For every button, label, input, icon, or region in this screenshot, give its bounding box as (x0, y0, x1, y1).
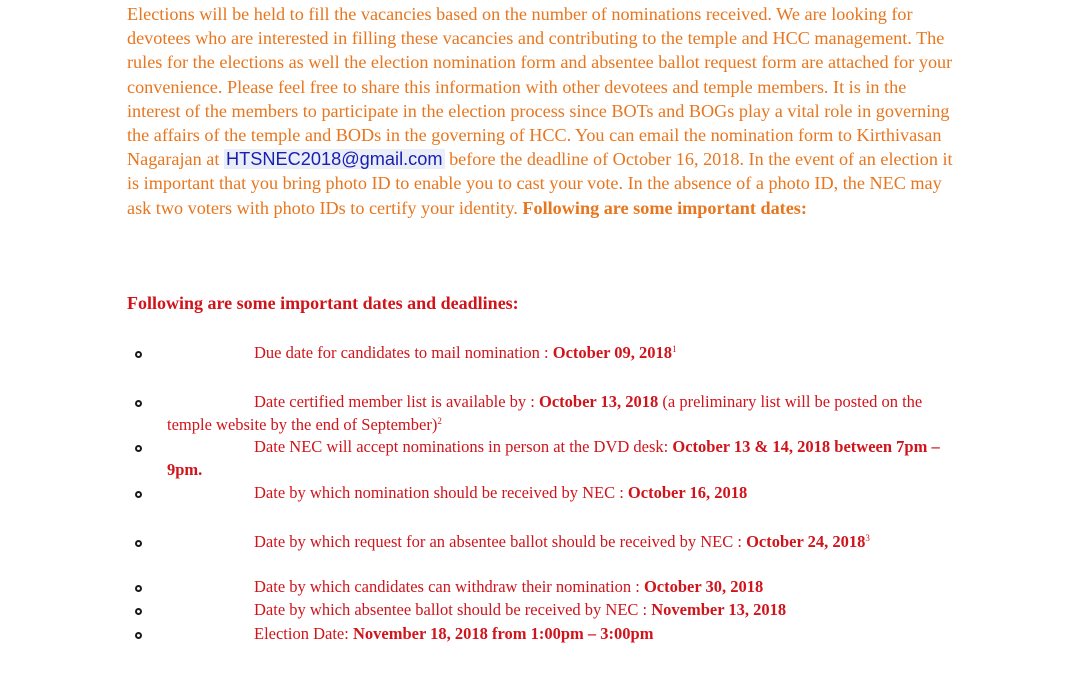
list-item-date: October 13, 2018 (538, 392, 659, 411)
email-link[interactable]: HTSNEC2018@gmail.com (225, 149, 443, 170)
list-item-text: Date by which candidates can withdraw their nomination : October 30, 2018 (254, 577, 764, 596)
bullet-icon (135, 608, 142, 615)
list-item-text: Date NEC will accept nominations in person at the DVD desk: October 13 & 14, 2018 between 7pm – 9pm. (167, 437, 940, 479)
list-item-date: October 24, 2018 (746, 532, 866, 551)
list-item-text: Date by which absentee ballot should be received by NEC : November 13, 2018 (254, 600, 787, 619)
dates-heading: Following are some important dates and deadlines: (127, 293, 519, 313)
footnote-ref: 1 (672, 344, 677, 354)
footnote-ref: 2 (437, 415, 442, 426)
bullet-icon (135, 632, 142, 639)
truncated-next-line (127, 669, 957, 675)
bullet-icon (135, 400, 142, 407)
bullet-icon (135, 540, 142, 547)
list-item-date: November 13, 2018 (651, 600, 787, 619)
bullet-icon (135, 491, 142, 498)
intro-text-after-email: before the deadline of October 16, 2018. In the event of an election it is important that you bring photo ID to enable you to cast your vote. In the absence of a photo ID, the NEC may ask two voters with photo IDs to certify your identity. (127, 149, 953, 218)
list-item-date: October 09, 2018 (552, 343, 673, 362)
bullet-icon (135, 585, 142, 592)
list-item-text: Date certified member list is available by : October 13, 2018 (a preliminary list will be posted on the temple website by the end of September)$^2$ (167, 392, 923, 434)
list-item-text: Date by which nomination should be received by NEC : October 16, 2018 (254, 483, 748, 502)
intro-text-before-email: Elections will be held to fill the vacancies based on the number of nominations received. We are looking for devotees who are interested in filling these vacancies and contributing to the temple and HCC management. The rules for the elections as well the election nomination form and absentee ballot request form are attached for your convenience. Please feel free to share this information with other devotees and temple members. It is in the interest of the members to participate in the election process since BOTs and BOGs play a vital role in governing the affairs of the temple and BODs in the governing of HCC. You can email the nomination form to Kirthivasan Nagarajan at (127, 4, 953, 170)
intro-paragraph (127, 2, 957, 220)
list-item-text: Election Date: November 18, 2018 from 1:00pm – 3:00pm (254, 624, 654, 643)
bullet-icon (135, 445, 142, 452)
footnote-ref: 3 (865, 533, 870, 543)
list-item-date: October 13 & 14, 2018 between 7pm – 9pm. (167, 437, 940, 479)
list-item-date: October 16, 2018 (627, 483, 748, 502)
list-item-date: October 30, 2018 (643, 577, 764, 596)
intro-bold-lead: Following are some important dates: (522, 197, 807, 218)
list-item-date: November 18, 2018 from 1:00pm – 3:00pm (352, 624, 654, 643)
list-item-text: Date by which request for an absentee ballot should be received by NEC : October 24, 2018$^3$ (254, 532, 870, 551)
bullet-icon (135, 351, 142, 358)
list-item-text: Due date for candidates to mail nomination : October 09, 2018$^1$ (254, 343, 677, 362)
